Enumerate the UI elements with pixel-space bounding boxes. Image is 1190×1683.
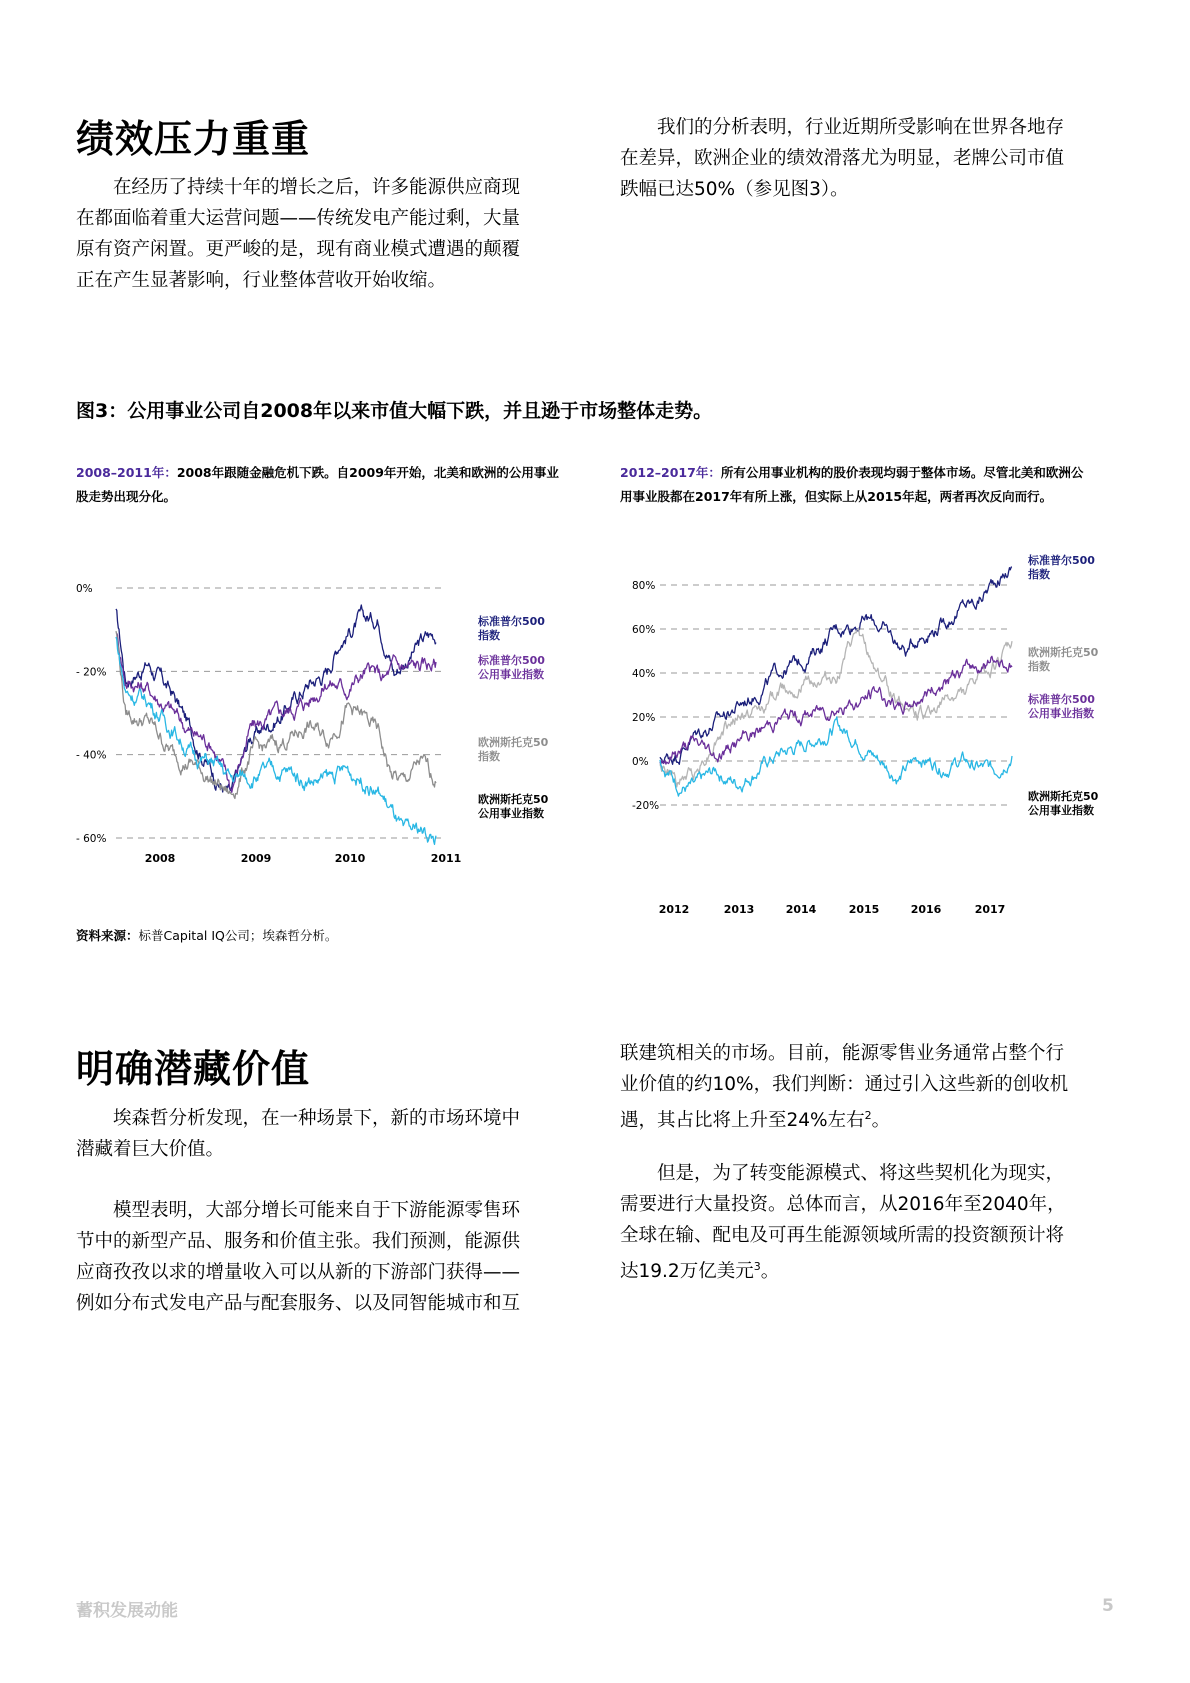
footer-report-title: 蓄积发展动能 [76, 1601, 178, 1621]
footnote-ref-2[interactable]: 2 [864, 1109, 872, 1122]
x-tick-label: 2011 [430, 852, 462, 865]
value-paragraph-4-text: 但是，为了转变能源模式、将这些契机化为现实，需要进行大量投资。总体而言，从2016年至2040年，全球在输、配电及可再生能源领域所需的投资额预计将达19.2万亿美元 [620, 1163, 1066, 1283]
value-paragraph-4-end: 。 [760, 1261, 780, 1283]
x-tick-label: 2013 [723, 903, 755, 916]
y-tick-label: 80% [632, 580, 656, 592]
right-panel-note-text: 所有公用事业机构的股价表现均弱于整体市场。尽管北美和欧洲公用事业股都在2017年有所上涨，但实际上从2015年起，两者再次反向而行。 [620, 465, 1084, 504]
right-panel-note [620, 461, 1090, 509]
x-tick-label: 2010 [334, 852, 366, 865]
legend-label: 欧洲斯托克50 [478, 736, 549, 749]
legend-label: 公用事业指数 [1028, 707, 1094, 720]
legend-label: 公用事业指数 [1028, 804, 1094, 817]
right-panel-note-lead: 2012–2017年： [620, 465, 721, 480]
legend-label: 欧洲斯托克50 [478, 793, 549, 806]
value-paragraph-4 [620, 1158, 1082, 1287]
x-tick-label: 2012 [658, 903, 690, 916]
intro-paragraph-left: 在经历了持续十年的增长之后，许多能源供应商现在都面临着重大运营问题——传统发电产能过剩，大量原有资产闲置。更严峻的是，现有商业模式遭遇的颠覆正在产生显著影响，行业整体营收开始收缩。 [76, 177, 521, 291]
legend-label: 指数 [1028, 568, 1050, 581]
legend-label: 标准普尔500 [478, 654, 545, 667]
legend-label: 指数 [478, 629, 500, 642]
source-text: 标普Capital IQ公司；埃森哲分析。 [138, 928, 338, 943]
section-heading-performance: 绩效压力重重 [76, 117, 311, 161]
value-paragraph-1: 埃森哲分析发现，在一种场景下，新的市场环境中潜藏着巨大价值。 [76, 1108, 521, 1160]
y-tick-label: - 40% [76, 749, 107, 762]
legend-label: 欧洲斯托克50 [1028, 646, 1099, 659]
figure-title: 图3：公用事业公司自2008年以来市值大幅下跌，并且逊于市场整体走势。 [76, 400, 713, 422]
x-tick-label: 2015 [848, 903, 880, 916]
value-paragraph-3-text: 联建筑相关的市场。目前，能源零售业务通常占整个行业价值的约10%，我们判断：通过引入这些新的创收机遇，其占比将上升至24%左右 [620, 1043, 1069, 1132]
left-panel-note-lead: 2008–2011年： [76, 465, 177, 480]
intro-paragraph-right: 我们的分析表明，行业近期所受影响在世界各地存在差异，欧洲企业的绩效滑落尤为明显，老牌公司市值跌幅已达50%（参见图3）。 [620, 117, 1065, 200]
legend-label: 标准普尔500 [1028, 554, 1095, 567]
legend-label: 标准普尔500 [1028, 693, 1095, 706]
value-paragraph-3 [620, 1038, 1082, 1136]
legend-label: 标准普尔500 [478, 615, 545, 628]
legend-label: 公用事业指数 [478, 807, 544, 820]
value-paragraph-3-end: 。 [871, 1110, 891, 1132]
legend-label: 公用事业指数 [478, 668, 544, 681]
y-tick-label: - 60% [76, 833, 107, 845]
x-tick-label: 2016 [910, 903, 942, 916]
x-tick-label: 2009 [240, 852, 272, 865]
y-tick-label: -20% [632, 800, 660, 812]
y-tick-label: 0% [632, 756, 649, 768]
x-tick-label: 2008 [144, 852, 176, 865]
source-label: 资料来源： [76, 928, 139, 943]
left-panel-note-text: 2008年跟随金融危机下跌。自2009年开始，北美和欧洲的公用事业股走势出现分化。 [76, 465, 559, 504]
figure-source [76, 926, 337, 944]
series-line [660, 567, 1012, 764]
legend-label: 欧洲斯托克50 [1028, 790, 1099, 803]
y-tick-label: 40% [632, 668, 656, 680]
y-tick-label: 60% [632, 624, 656, 636]
series-line [116, 605, 436, 792]
legend-label: 指数 [1028, 660, 1050, 673]
chart-2012-2017 [620, 550, 1130, 920]
value-paragraph-2: 模型表明，大部分增长可能来自于下游能源零售环节中的新型产品、服务和价值主张。我们预测，能源供应商孜孜以求的增量收入可以从新的下游部门获得——例如分布式发电产品与配套服务、以及同智能城市和互 [76, 1200, 521, 1314]
y-tick-label: 0% [76, 583, 93, 595]
y-tick-label: 20% [632, 712, 656, 724]
legend-label: 指数 [478, 750, 500, 763]
section-heading-value: 明确潜藏价值 [76, 1047, 311, 1091]
footnote-ref-3[interactable]: 3 [753, 1260, 761, 1273]
page-number: 5 [1102, 1596, 1114, 1616]
x-tick-label: 2017 [974, 903, 1006, 916]
y-tick-label: - 20% [76, 666, 107, 679]
left-panel-note [76, 461, 560, 509]
x-tick-label: 2014 [785, 903, 817, 916]
chart-2008-2011 [76, 560, 586, 870]
